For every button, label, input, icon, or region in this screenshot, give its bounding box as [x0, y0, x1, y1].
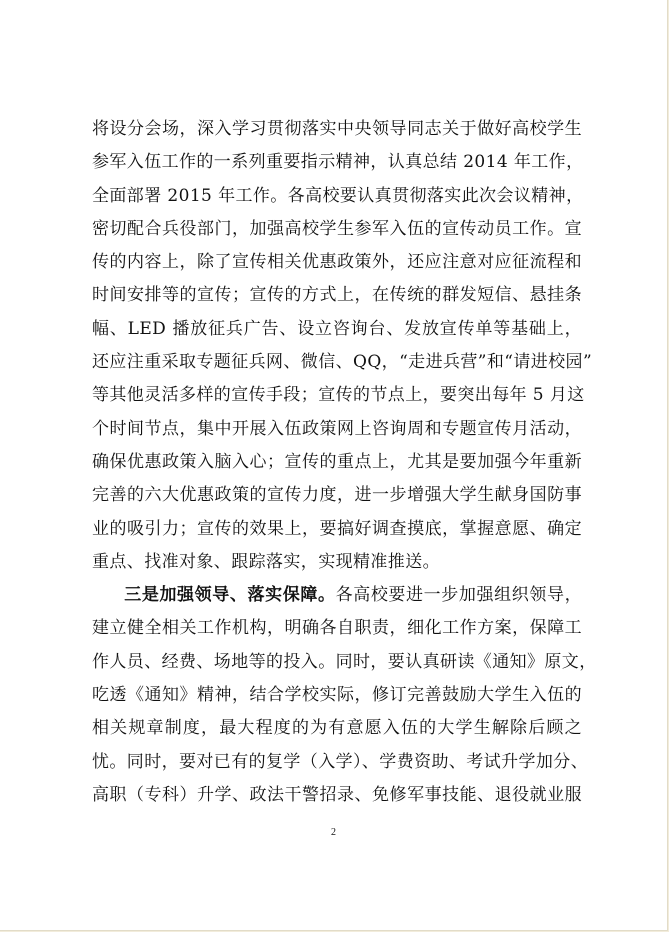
text-line: 全面部署 2015 年工作。各高校要认真贯彻落实此次会议精神，: [92, 185, 584, 206]
text-line: 将设分会场，深入学习贯彻落实中央领导同志关于做好高校学生: [92, 119, 582, 139]
text-line: 参军入伍工作的一系列重要指示精神，认真总结 2014 年工作，: [92, 152, 584, 173]
section-heading: 三是加强领导、落实保障。: [124, 585, 336, 606]
body-text: [92, 113, 597, 812]
text-line: 传的内容上，除了宣传相关优惠政策外，还应注意对应征流程和: [92, 252, 582, 273]
text-line: 个时间节点，集中开展入伍政策网上咨询周和专题宣传月活动，: [92, 418, 582, 439]
text-line: 高职（专科）升学、政法干警招录、免修军事技能、退役就业服: [92, 784, 582, 805]
text-line: 建立健全相关工作机构，明确各自职责，细化工作方案，保障工: [92, 618, 582, 639]
text-line: 相关规章制度，最大程度的为有意愿入伍的大学生解除后顾之: [92, 718, 582, 739]
text-line: 时间安排等的宣传；宣传的方式上，在传统的群发短信、悬挂条: [92, 285, 582, 306]
text-line: 确保优惠政策入脑入心；宣传的重点上，尤其是要加强今年重新: [92, 451, 582, 472]
text-line: 业的吸引力；宣传的效果上，要搞好调查摸底，掌握意愿、确定: [92, 518, 582, 539]
text-line: 忧。同时，要对已有的复学（入学）、学费资助、考试升学加分、: [92, 751, 589, 772]
text-line: 重点、找准对象、跟踪落实，实现精准推送。: [92, 551, 440, 572]
text-line: 还应注重采取专题征兵网、微信、QQ，“走进兵营”和“请进校园”: [92, 352, 593, 373]
text-line: 完善的六大优惠政策的宣传力度，进一步增强大学生献身国防事: [92, 485, 582, 506]
text-line: 幅、LED 播放征兵广告、设立咨询台、发放宣传单等基础上，: [92, 318, 582, 339]
section-first-line: [92, 579, 582, 612]
page-number: 2: [331, 827, 336, 838]
section-first-line-rest: 各高校要进一步加强组织领导，: [335, 585, 582, 606]
text-line: 作人员、经费、场地等的投入。同时，要认真研读《通知》原文，: [92, 651, 597, 672]
text-line: 密切配合兵役部门，加强高校学生参军入伍的宣传动员工作。宣: [92, 218, 582, 239]
text-line: 等其他灵活多样的宣传手段；宣传的节点上，要突出每年 5 月这: [92, 385, 585, 406]
text-line: 吃透《通知》精神，结合学校实际，修订完善鼓励大学生入伍的: [92, 685, 582, 706]
